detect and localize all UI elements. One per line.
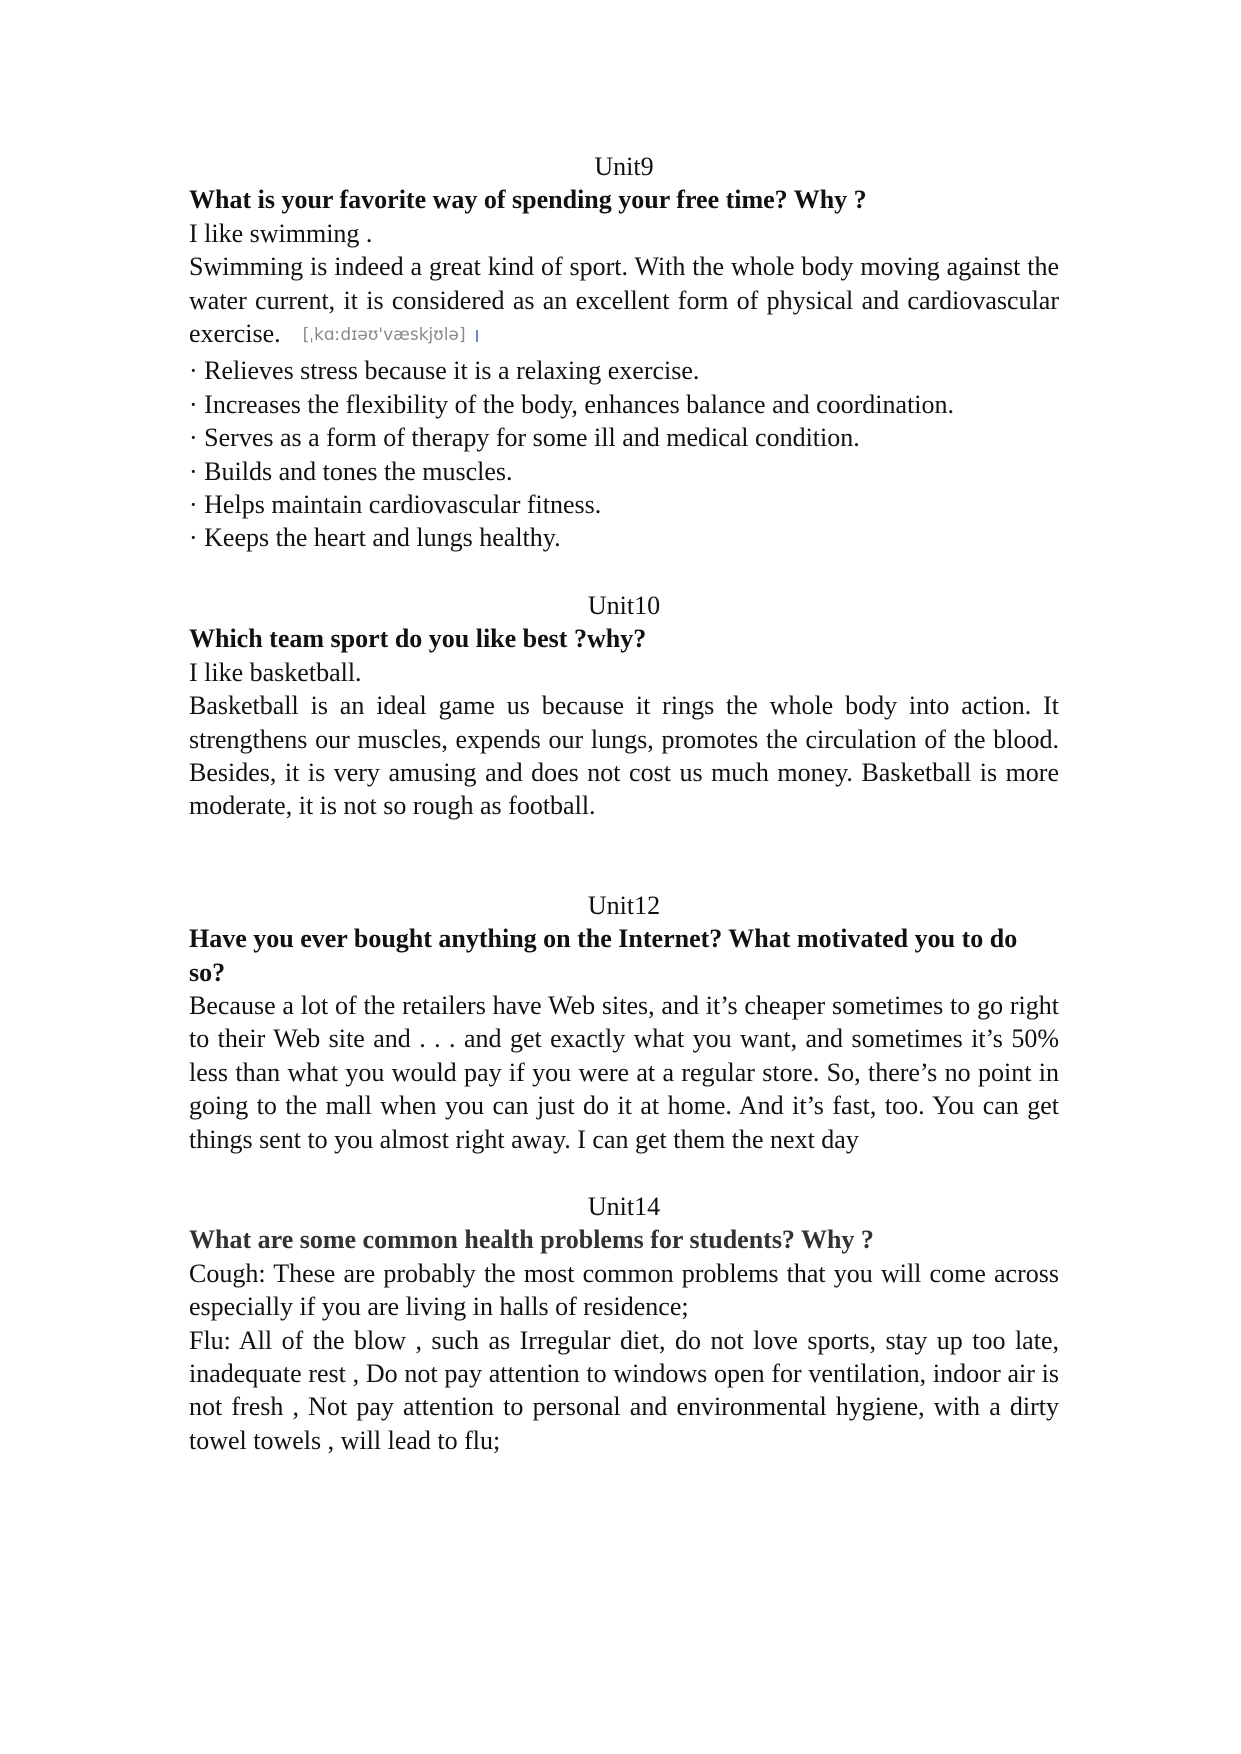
unit10-section (189, 589, 1059, 823)
unit14-cough: Cough: These are probably the most common problems that you will come across especially if you are living in halls of residence; (189, 1258, 1059, 1322)
unit9-answer: I like swimming . (189, 218, 373, 248)
unit12-question: Have you ever bought anything on the Internet? What motivated you to do so? (189, 924, 1018, 987)
spacer (189, 1156, 1059, 1190)
list-item: · Builds and tones the muscles. (189, 456, 513, 486)
unit12-title: Unit12 (587, 890, 661, 920)
document-page (189, 150, 1059, 1457)
unit12-section (189, 889, 1059, 1156)
list-item: · Keeps the heart and lungs healthy. (189, 523, 561, 553)
unit9-paragraph (189, 250, 1059, 354)
list-item: · Serves as a form of therapy for some ill and medical condition. (189, 423, 860, 453)
list-item: · Relieves stress because it is a relaxing exercise. (189, 356, 700, 386)
unit9-benefits-list (189, 354, 1059, 554)
unit14-title: Unit14 (587, 1191, 661, 1221)
unit14-flu: Flu: All of the blow , such as Irregular diet, do not love sports, stay up too late, inadequate rest , Do not pay attention to windows open for ventilation, indoor air is not fresh , Not pay attention to personal and environmental hygiene, with a dirty towel towels , will lead to flu; (189, 1325, 1059, 1455)
unit10-answer: I like basketball. (189, 657, 362, 687)
list-item: · Increases the flexibility of the body, enhances balance and coordination. (189, 389, 955, 419)
text-cursor (476, 330, 478, 342)
unit12-paragraph: Because a lot of the retailers have Web sites, and it’s cheaper sometimes to go right to their Web site and . . . and get exactly what you want, and sometimes it’s 50% less than what you would pay if you were at a regular store. So, there’s no point in going to the mall when you can just do it at home. And it’s fast, too. You can get things sent to you almost right away. I can get them the next day (189, 990, 1059, 1154)
spacer (189, 823, 1059, 889)
list-item: · Helps maintain cardiovascular fitness. (189, 490, 602, 520)
unit10-question: Which team sport do you like best ?why? (189, 624, 647, 654)
unit14-question: What are some common health problems for students? Why ? (189, 1225, 874, 1255)
unit9-title: Unit9 (594, 152, 654, 181)
phonetic-annotation: [ˌkɑːdɪəʊ'væskjʊlə] (302, 325, 466, 346)
unit10-paragraph: Basketball is an ideal game us because it rings the whole body into action. It strengthens our muscles, expends our lungs, promotes the circulation of the blood. Besides, it is very amusing and does not cost us much money. Basketball is more moderate, it is not so rough as football. (189, 691, 1059, 821)
unit9-question: What is your favorite way of spending your free time? Why ? (189, 185, 867, 215)
unit9-section (189, 150, 1059, 555)
spacer (189, 555, 1059, 589)
unit10-title: Unit10 (587, 590, 661, 620)
unit9-paragraph-text: Swimming is indeed a great kind of sport. With the whole body moving against the water current, it is considered as an excellent form of physical and cardiovascular exercise. (189, 252, 1059, 349)
unit14-section (189, 1190, 1059, 1457)
